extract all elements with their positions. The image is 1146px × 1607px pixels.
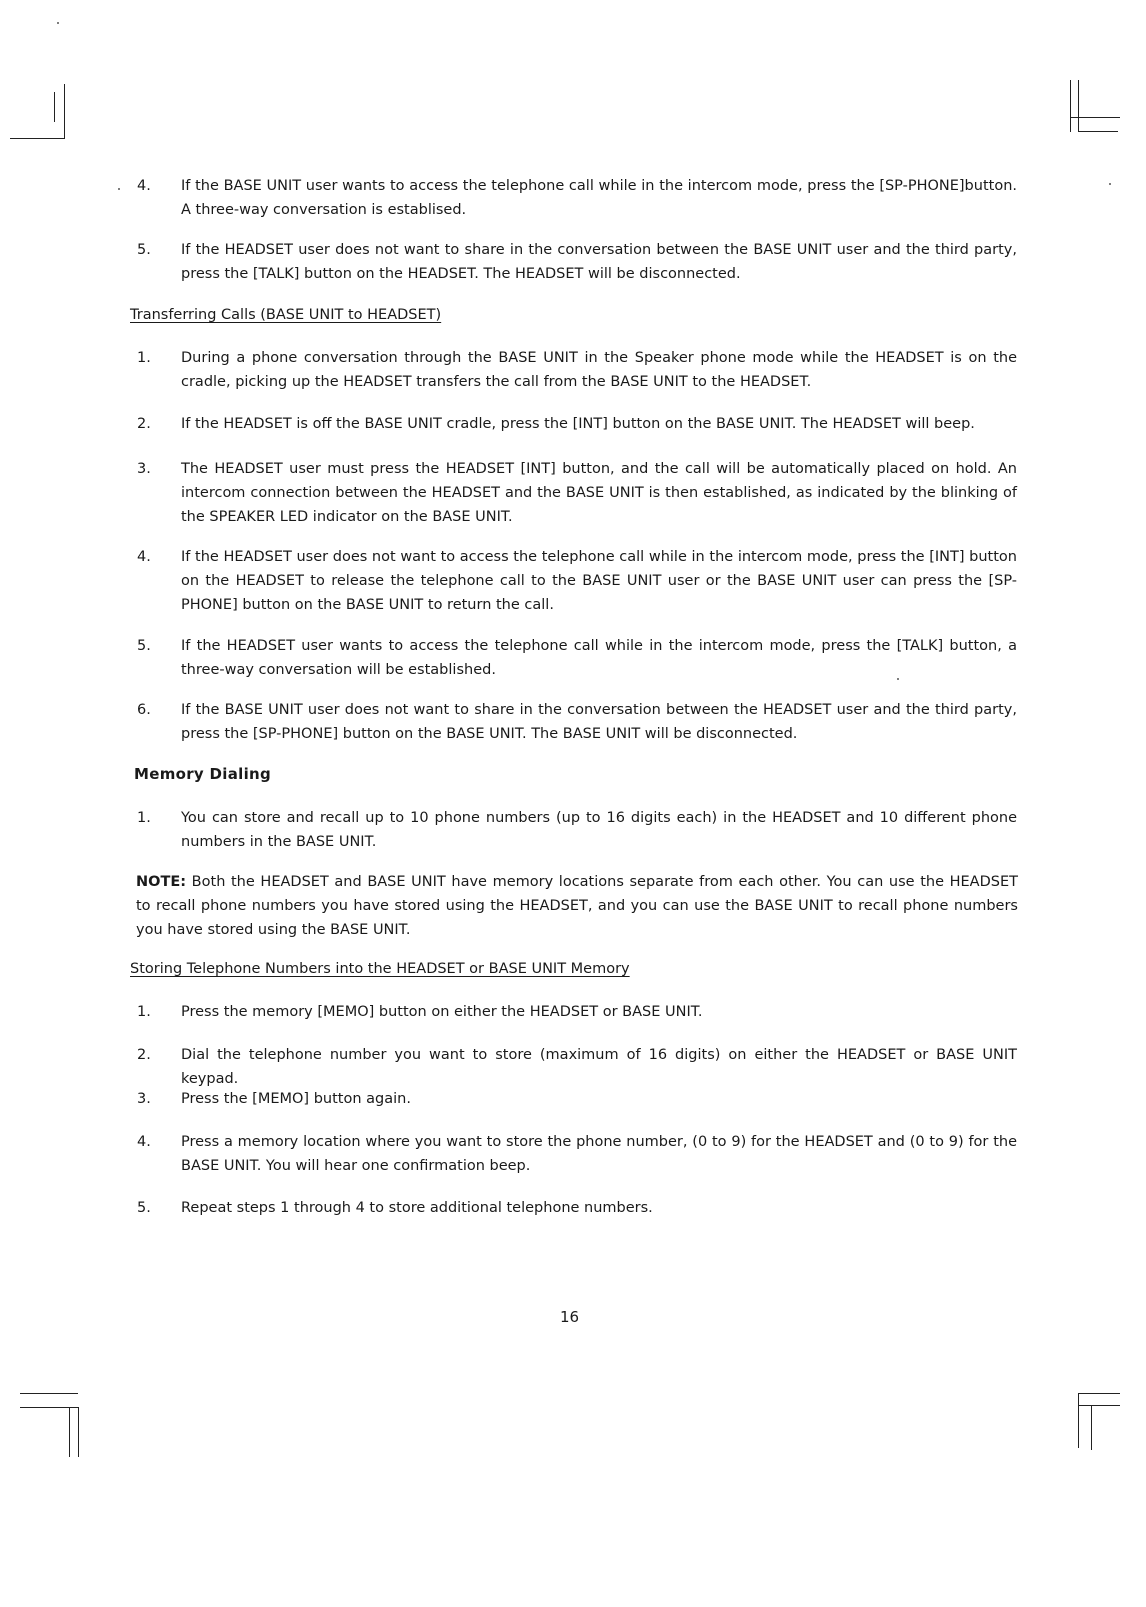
list-item [137,457,1017,529]
scan-speck [1109,183,1111,185]
item-text: Repeat steps 1 through 4 to store additional telephone numbers. [181,1200,653,1216]
item-text: During a phone conversation through the BASE UNIT in the Speaker phone mode while the HEADSET is on the cradle, picking up the HEADSET transfers the call from the BASE UNIT to the HEADSET. [181,350,1017,390]
item-text: Press the memory [MEMO] button on either the HEADSET or BASE UNIT. [181,1004,703,1020]
scan-speck [57,22,59,24]
list-item [137,412,1017,436]
list-item [137,806,1017,854]
list-item [137,1087,1017,1111]
page-number: 16 [560,1308,580,1326]
list-item [137,634,1017,682]
item-number: 2. [137,416,151,432]
item-number: 1. [137,810,151,826]
item-number: 1. [137,350,151,366]
item-number: 5. [137,1200,151,1216]
item-text: If the HEADSET user does not want to share in the conversation between the BASE UNIT user and the third party, press the [TALK] button on the HEADSET. The HEADSET will be disconnected. [181,242,1017,282]
item-number: 2. [137,1047,151,1063]
item-text: If the HEADSET user wants to access the telephone call while in the intercom mode, press the [TALK] button, a three-way conversation will be established. [181,638,1017,678]
item-text: The HEADSET user must press the HEADSET [INT] button, and the call will be automatically placed on hold. An intercom connection between the HEADSET and the BASE UNIT is then established, as indicated by the blinking of the SPEAKER LED indicator on the BASE UNIT. [181,461,1017,525]
note-label: NOTE: [136,874,187,890]
item-number: 5. [137,242,151,258]
list-item [137,545,1017,617]
item-number: 4. [137,178,151,194]
list-item [137,1000,1017,1024]
item-text: If the HEADSET user does not want to access the telephone call while in the intercom mode, press the [INT] button on the HEADSET to release the telephone call to the BASE UNIT user or the BASE UNIT user can press the [SP-PHONE] button on the BASE UNIT to return the call. [181,549,1017,613]
item-number: 5. [137,638,151,654]
item-number: 4. [137,1134,151,1150]
section-heading-memory: Memory Dialing [134,765,272,783]
item-text: Press a memory location where you want to store the phone number, (0 to 9) for the HEADSET and (0 to 9) for the BASE UNIT. You will hear one confirmation beep. [181,1134,1017,1174]
scan-speck [118,188,120,190]
item-number: 1. [137,1004,151,1020]
section-heading-transfer: Transferring Calls (BASE UNIT to HEADSET) [130,307,442,323]
item-number: 6. [137,702,151,718]
item-text: You can store and recall up to 10 phone numbers (up to 16 digits each) in the HEADSET and 10 different phone numbers in the BASE UNIT. [181,810,1017,850]
list-item [137,238,1017,286]
note-paragraph [136,870,1018,942]
item-text: Press the [MEMO] button again. [181,1091,411,1107]
item-number: 4. [137,549,151,565]
list-item [137,1130,1017,1178]
note-text: Both the HEADSET and BASE UNIT have memory locations separate from each other. You can use the HEADSET to recall phone numbers you have stored using the HEADSET, and you can use the BASE UNIT to recall phone numbers you have stored using the BASE UNIT. [136,874,1018,938]
item-number: 3. [137,461,151,477]
item-text: If the BASE UNIT user does not want to share in the conversation between the HEADSET user and the third party, press the [SP-PHONE] button on the BASE UNIT. The BASE UNIT will be disconnected. [181,702,1017,742]
item-number: 3. [137,1091,151,1107]
list-item [137,346,1017,394]
section-heading-storing: Storing Telephone Numbers into the HEADSET or BASE UNIT Memory [130,961,630,977]
list-item [137,1043,1017,1091]
list-item [137,174,1017,222]
item-text: Dial the telephone number you want to store (maximum of 16 digits) on either the HEADSET or BASE UNIT keypad. [181,1047,1017,1087]
list-item [137,1196,1017,1220]
item-text: If the BASE UNIT user wants to access the telephone call while in the intercom mode, press the [SP-PHONE]button. A three-way conversation is establised. [181,178,1017,218]
list-item [137,698,1017,746]
item-text: If the HEADSET is off the BASE UNIT cradle, press the [INT] button on the BASE UNIT. The HEADSET will beep. [181,416,975,432]
